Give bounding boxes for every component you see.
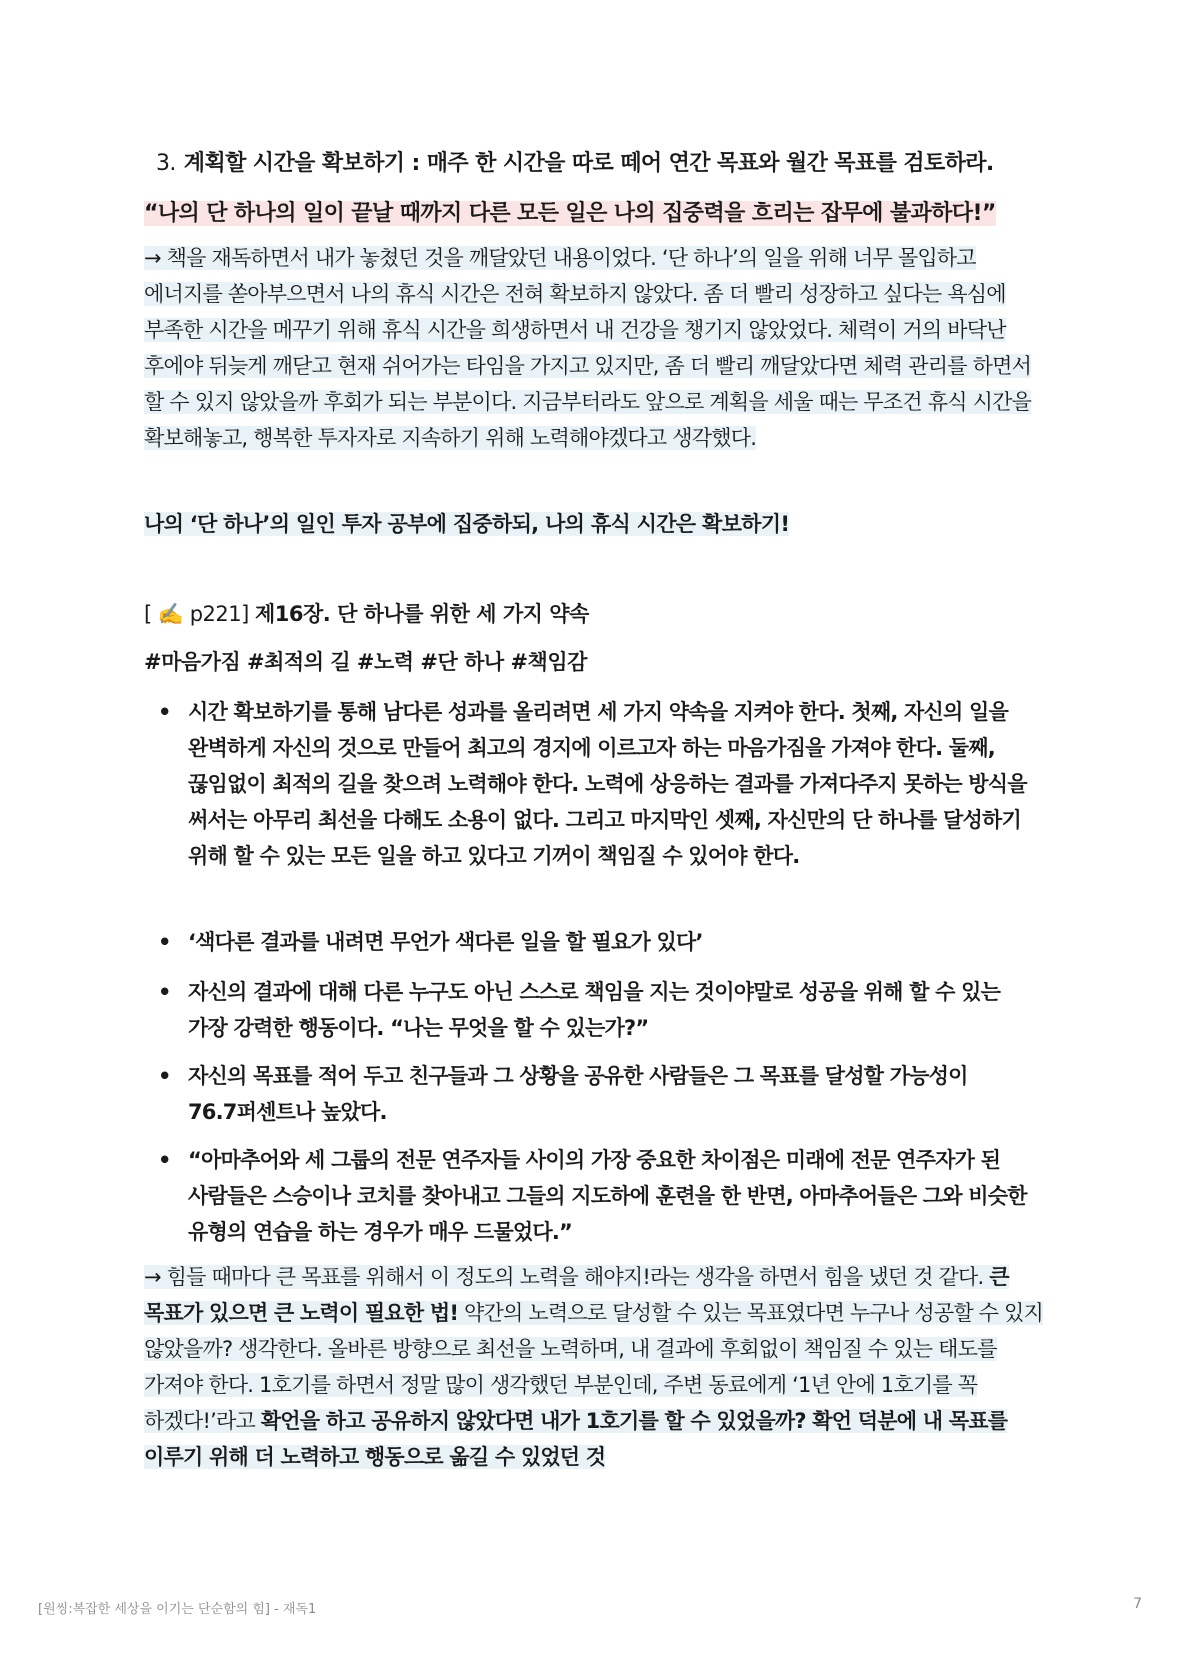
chapter-title: 제16장. 단 하나를 위한 세 가지 약속 [254, 602, 589, 626]
hashtags: #마음가짐 #최적의 길 #노력 #단 하나 #책임감 [144, 650, 587, 674]
reflection-text-1: → 책을 재독하면서 내가 놓쳤던 것을 깨달았던 내용이었다. ‘단 하나’의 일을 위해 너무 몰입하고 에너지를 쏟아부으면서 나의 휴식 시간은 전혀 확보하지 않았다. 좀 더 빨리 성장하고 싶다는 욕심에 부족한 시간을 메꾸기 위해 휴식 시간을 희생하면서 내 건강을 챙기지 않았었다. 체력이 거의 바닥난 후에야 뒤늦게 깨닫고 현재 쉬어가는 타임을 가지고 있지만, 좀 더 빨리 깨달았다면 체력 관리를 하면서 할 수 있지 않았을까 후회가 되는 부분이다. 지금부터라도 앞으로 계획을 세울 때는 무조건 휴식 시간을 확보해놓고, 행복한 투자자로 지속하기 위해 노력해야겠다고 생각했다. [144, 246, 1032, 450]
list-item-text: 자신의 목표를 적어 두고 친구들과 그 상황을 공유한 사람들은 그 목표를 달성할 가능성이 76.7퍼센트나 높았다. [188, 1064, 968, 1124]
list-item-text: 시간 확보하기를 통해 남다른 성과를 올리려면 세 가지 약속을 지켜야 한다. 첫째, 자신의 일을 완벽하게 자신의 것으로 만들어 최고의 경지에 이르고자 하는 마음가짐을 가져야 한다. 둘째, 끊임없이 최적의 길을 찾으려 노력해야 한다. 노력에 상응하는 결과를 가져다주지 못하는 방식을 써서는 아무리 최선을 다해도 소용이 없다. 그리고 마지막인 셋째, 자신만의 단 하나를 달성하기 위해 할 수 있는 모든 일을 하고 있다고 기꺼이 책임질 수 있어야 한다. [188, 700, 1027, 868]
highlighted-quote [144, 196, 996, 227]
reflection-bold-line: 나의 ‘단 하나’의 일인 투자 공부에 집중하되, 나의 휴식 시간은 확보하기! [144, 512, 790, 536]
reflection-paragraph-1 [144, 240, 1044, 456]
list-item-text: 자신의 결과에 대해 다른 누구도 아닌 스스로 책임을 지는 것이야말로 성공을 위해 할 수 있는 가장 강력한 행동이다. “나는 무엇을 할 수 있는가?” [188, 980, 1001, 1040]
chapter-heading [144, 598, 589, 628]
bullet-dot: • [158, 1148, 171, 1172]
page-number: 7 [1133, 1596, 1142, 1612]
reflection-conclusion [144, 508, 789, 538]
list-item [144, 924, 1044, 960]
bullet-dot: • [158, 700, 171, 724]
reflection-paragraph-2 [144, 1259, 1044, 1475]
reflection2-bold1: 큰 목표가 있으면 큰 노력이 필요한 법! [144, 1265, 1009, 1325]
list-item [144, 974, 1044, 1046]
list-item-text: “아마추어와 세 그룹의 전문 연주자들 사이의 가장 중요한 차이점은 미래에 전문 연주자가 된 사람들은 스승이나 코치를 찾아내고 그들의 지도하에 훈련을 한 반면, 아마추어들은 그와 비슷한 유형의 연습을 하는 경우가 매우 드물었다.” [188, 1148, 1027, 1244]
chapter-prefix: [ ✍️ p221] [144, 602, 255, 626]
section-title: 계획할 시간을 확보하기 : 매주 한 시간을 따로 떼어 연간 목표와 월간 목표를 검토하라. [183, 151, 994, 176]
bullet-dot: • [158, 930, 171, 954]
section-number: 3. [156, 151, 176, 176]
list-item [144, 1058, 1044, 1130]
list-item [144, 1142, 1044, 1250]
bullet-dot: • [158, 980, 171, 1004]
bullet-dot: • [158, 1064, 171, 1088]
list-item-text: ‘색다른 결과를 내려면 무언가 색다른 일을 할 필요가 있다’ [188, 930, 703, 954]
list-item [144, 694, 1044, 874]
footer-book-title: [원씽:복잡한 세상을 이기는 단순함의 힘] - 재독1 [38, 1602, 317, 1617]
reflection2-part1: → 힘들 때마다 큰 목표를 위해서 이 정도의 노력을 해야지!라는 생각을 하면서 힘을 냈던 것 같다. [144, 1265, 990, 1289]
reflection2-part2: 약간의 노력으로 달성할 수 있는 목표였다면 누구나 성공할 수 있지 않았을까? 생각한다. 올바른 방향으로 최선을 노력하며, 내 결과에 후회없이 책임질 수 있는 태도를 가져야 한다. 1호기를 하면서 정말 많이 생각했던 부분인데, 주변 동료에게 ‘1년 안에 1호기를 꼭 하겠다!’라고 [144, 1301, 1044, 1433]
section-heading-3 [156, 146, 994, 177]
quote-text: “나의 단 하나의 일이 끝날 때까지 다른 모든 일은 나의 집중력을 흐리는 잡무에 불과하다!” [144, 201, 996, 226]
reflection2-bold2: 확언을 하고 공유하지 않았다면 내가 1호기를 할 수 있었을까? 확언 덕분에 내 목표를 이루기 위해 더 노력하고 행동으로 옮길 수 있었던 것 [144, 1409, 1008, 1469]
